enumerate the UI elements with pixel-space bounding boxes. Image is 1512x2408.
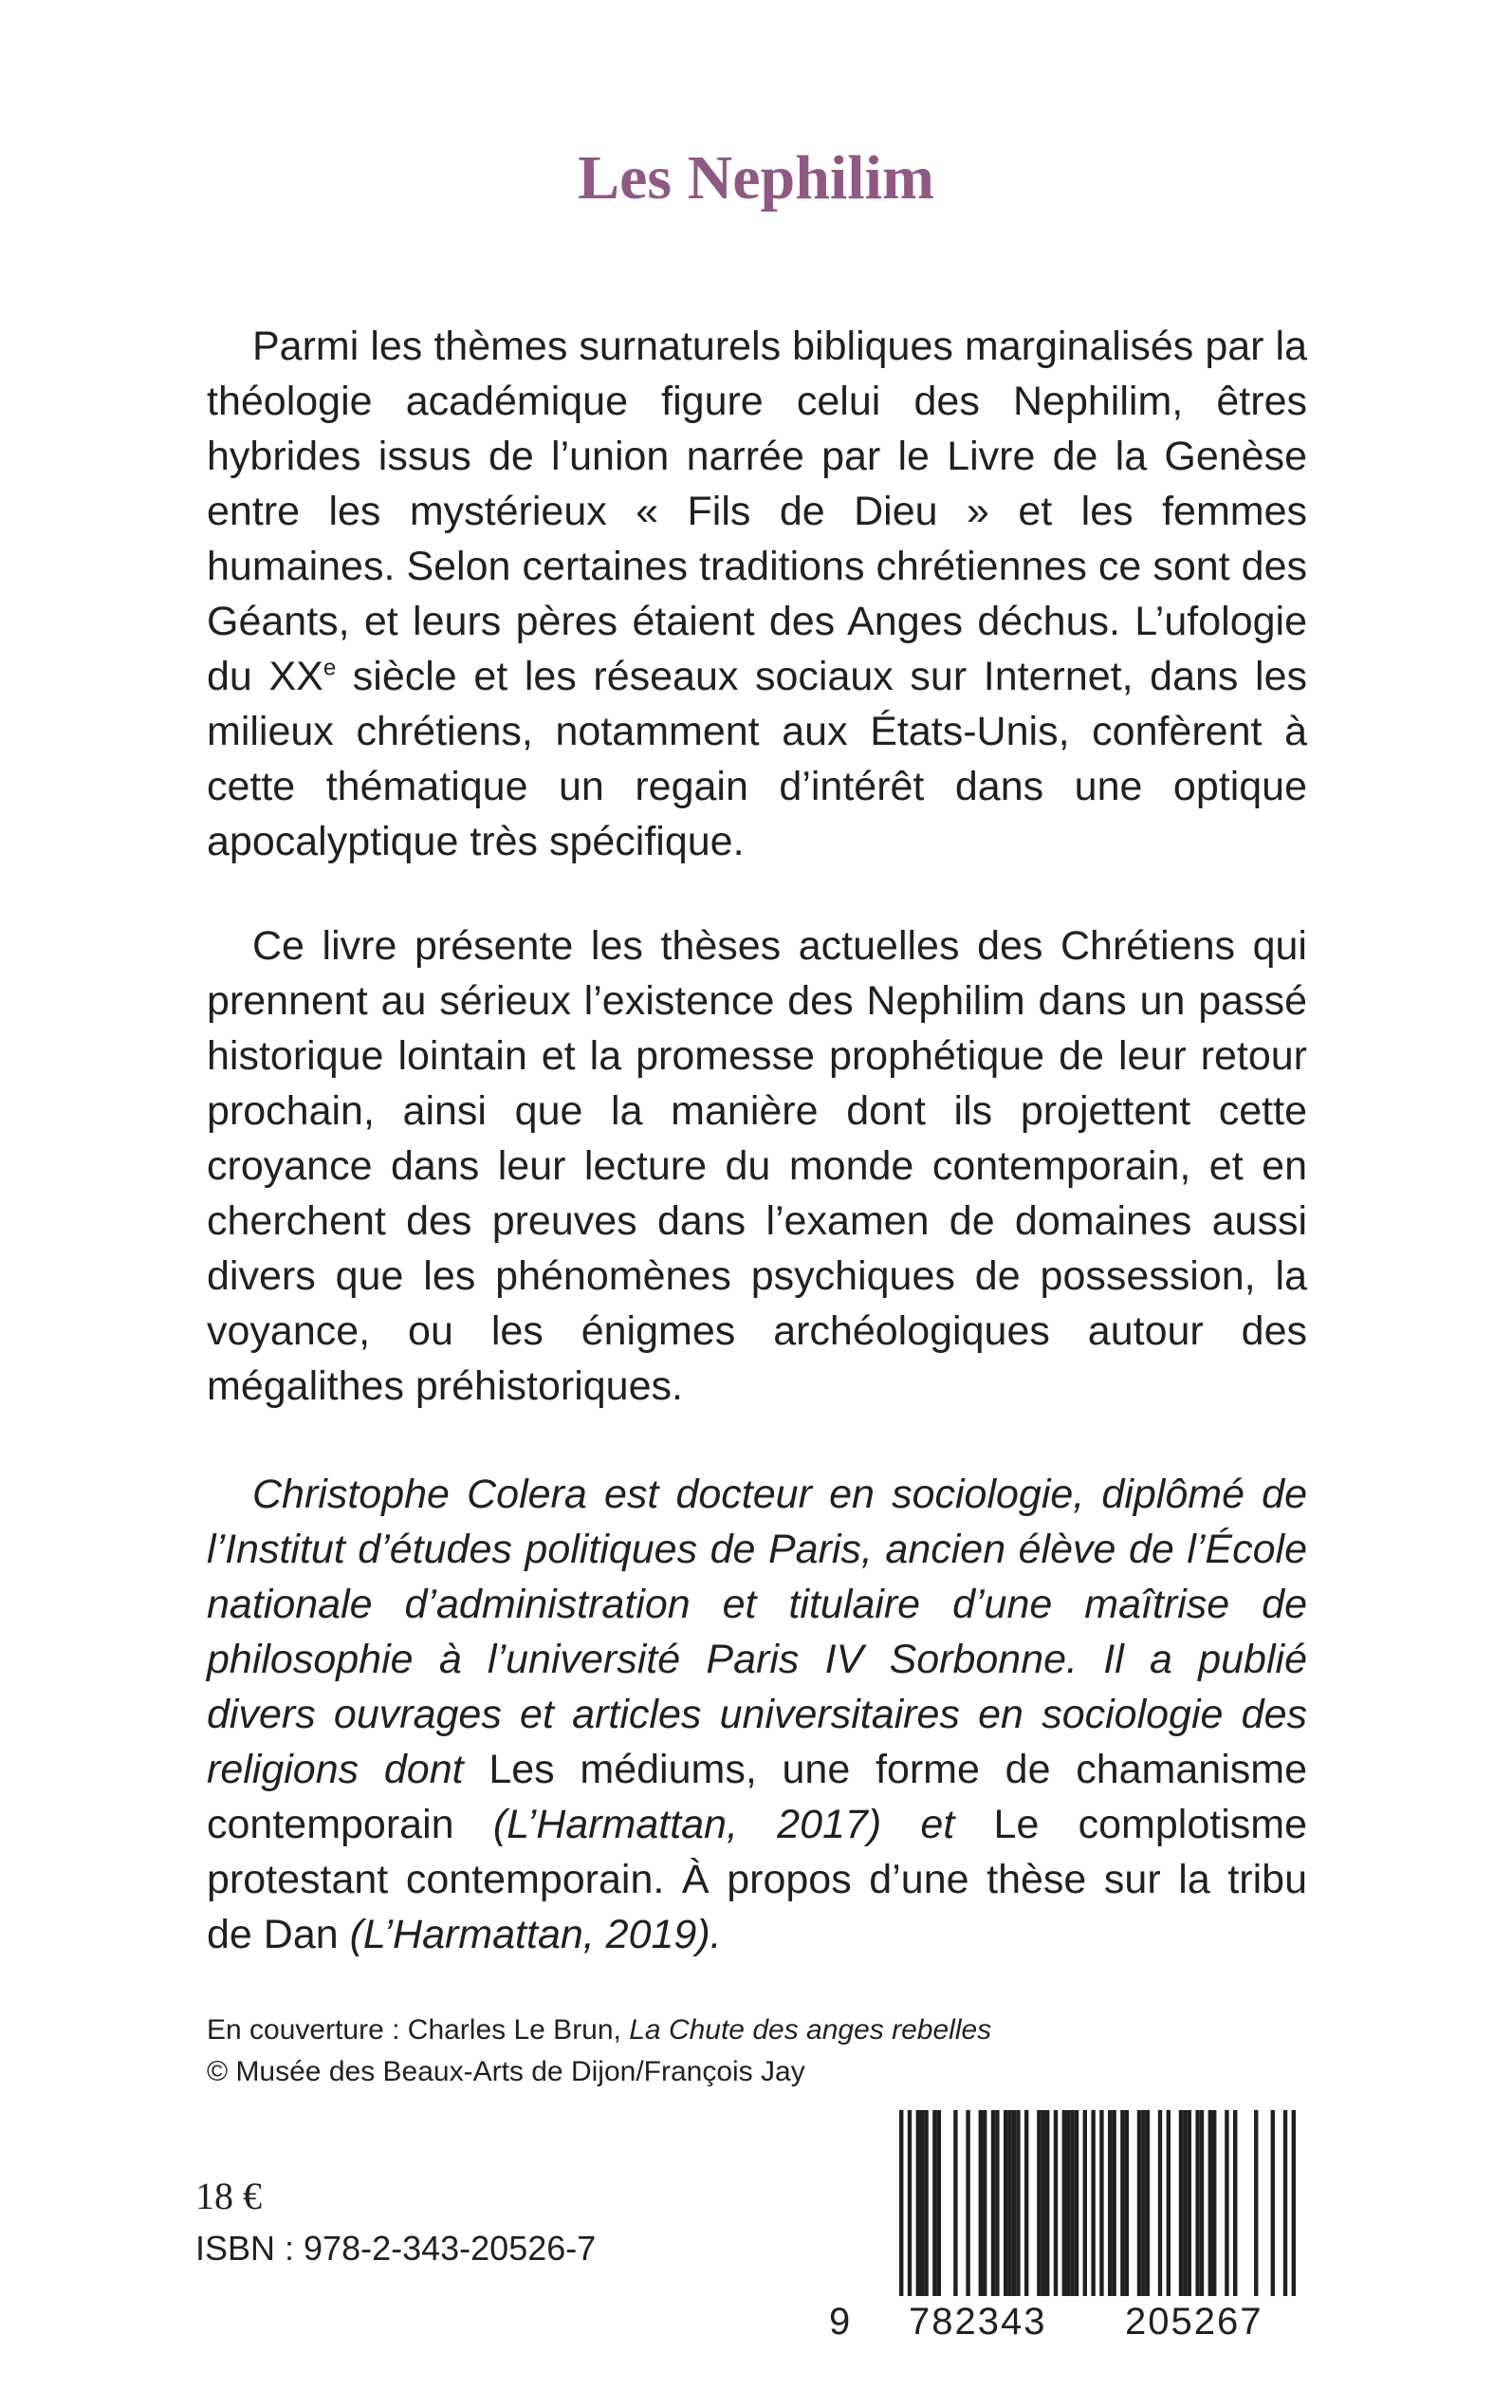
barcode-bar <box>1042 2110 1045 2296</box>
barcode-bar <box>1066 2110 1070 2296</box>
author-book-2-publisher: (L’Harmattan, 2019). <box>349 1912 722 1957</box>
cover-copyright: © Musée des Beaux-Arts de Dijon/François Jay <box>207 2056 805 2087</box>
barcode-bar <box>1125 2110 1129 2296</box>
barcode-digit-first: 9 <box>829 2301 853 2343</box>
barcode-bar <box>1012 2110 1016 2296</box>
synopsis-paragraph-1-end: siècle et les réseaux sociaux sur Internet, dans les milieux chrétiens, notamment aux États-Unis, confèrent à cette thématique un regain d’intérêt dans une optique apocalyptique très spécifique. <box>207 654 1307 864</box>
barcode-bar <box>1037 2110 1041 2296</box>
barcode-bar <box>1212 2110 1216 2296</box>
synopsis-paragraph-1-text <box>207 319 1307 869</box>
barcode-bar <box>1225 2110 1228 2296</box>
barcode-bar <box>1083 2110 1087 2296</box>
barcode-bar <box>979 2110 983 2296</box>
barcode-digits-left: 782343 <box>909 2301 1047 2343</box>
barcode-bar <box>1137 2110 1141 2296</box>
barcode-bar <box>1158 2110 1162 2296</box>
barcode-bar <box>916 2110 920 2296</box>
synopsis-paragraph-2 <box>207 918 1307 1414</box>
barcode-bar <box>1254 2110 1258 2296</box>
author-bio-text <box>207 1467 1307 1962</box>
cover-credit-prefix: En couverture : Charles Le Brun, <box>207 2014 630 2046</box>
barcode-digits <box>0 2300 1512 2343</box>
barcode-bar <box>1183 2110 1187 2296</box>
barcode-bar <box>920 2110 924 2296</box>
barcode-bar <box>966 2110 969 2296</box>
barcode-bar <box>991 2110 995 2296</box>
barcode-bar <box>1233 2110 1237 2296</box>
barcode-bar <box>1054 2110 1058 2296</box>
author-book-1-publisher: (L’Harmattan, 2017) et <box>492 1802 955 1847</box>
barcode-bar <box>1070 2110 1074 2296</box>
author-book-1: Les médiums, une forme de chamanisme contemporain <box>207 1747 1307 1847</box>
cover-credits <box>207 2010 1155 2093</box>
barcode-bar <box>1200 2110 1204 2296</box>
barcode-bar <box>1007 2110 1011 2296</box>
author-book-2: Le complotisme protestant contemporain. À propos d’une thèse sur la tribu de Dan <box>207 1802 1307 1957</box>
author-bio <box>207 1467 1307 1962</box>
barcode-bar <box>1146 2110 1150 2296</box>
barcode-bar <box>1283 2110 1287 2296</box>
barcode-bar <box>1292 2110 1296 2296</box>
barcode-bar <box>1271 2110 1275 2296</box>
synopsis-paragraph-1-start: Parmi les thèmes surnaturels bibliques marginalisés par la théologie académique figure celui des Nephilim, êtres hybrides issus de l’union narrée par le Livre de la Genèse entre les mystérieux « Fils de Dieu » et les femmes humaines. Selon certaines traditions chrétiennes ce sont des Géants, et leurs pères étaient des Anges déchus. L’ufologie du XX <box>207 324 1307 699</box>
barcode-bar <box>1108 2110 1112 2296</box>
barcode-bar <box>932 2110 936 2296</box>
cover-artwork-title: La Chute des anges rebelles <box>629 2014 992 2046</box>
barcode-bar <box>1179 2110 1183 2296</box>
cover-credit-line <box>207 2010 1155 2051</box>
barcode-bar <box>1075 2110 1079 2296</box>
barcode-bar <box>1141 2110 1145 2296</box>
barcode-bars <box>868 2104 1316 2302</box>
price: 18 € <box>195 2175 262 2217</box>
isbn: ISBN : 978-2-343-20526-7 <box>195 2229 597 2268</box>
author-bio-intro: Christophe Colera est docteur en sociologie, diplômé de l’Institut d’études politiques de Paris, ancien élève de l’École nationale d’administration et titulaire d’une maîtrise de philosophie à l’université Paris IV Sorbonne. Il a publié divers ouvrages et articles universitaires en sociologie des religions dont <box>207 1472 1307 1792</box>
barcode <box>868 2104 1316 2302</box>
century-superscript: e <box>323 655 337 681</box>
barcode-bar <box>953 2110 957 2296</box>
barcode-digits-right: 205267 <box>1125 2301 1263 2343</box>
barcode-bar <box>908 2110 912 2296</box>
barcode-bar <box>1188 2110 1191 2296</box>
barcode-bar <box>1112 2110 1116 2296</box>
barcode-bar <box>1045 2110 1049 2296</box>
barcode-bar <box>983 2110 986 2296</box>
barcode-bar <box>1004 2110 1007 2296</box>
barcode-bar <box>937 2110 941 2296</box>
barcode-bar <box>1062 2110 1066 2296</box>
barcode-bar <box>1016 2110 1020 2296</box>
barcode-bar <box>1167 2110 1171 2296</box>
barcode-bar <box>924 2110 928 2296</box>
book-title: Les Nephilim <box>578 143 934 213</box>
barcode-bar <box>995 2110 999 2296</box>
synopsis-paragraph-1 <box>207 319 1307 869</box>
barcode-bar <box>1120 2110 1124 2296</box>
barcode-bar <box>1195 2110 1199 2296</box>
barcode-bar <box>1091 2110 1095 2296</box>
barcode-bar <box>1208 2110 1212 2296</box>
barcode-bar <box>899 2110 903 2296</box>
synopsis-paragraph-2-text: Ce livre présente les thèses actuelles des Chrétiens qui prennent au sérieux l’existence des Nephilim dans un passé historique lointain et la promesse prophétique de leur retour prochain, ainsi que la manière dont ils projettent cette croyance dans leur lecture du monde contemporain, et en cherchent des preuves dans l’examen de domaines aussi divers que les phénomènes psychiques de possession, la voyance, ou les énigmes archéologiques autour des mégalithes préhistoriques. <box>207 923 1307 1409</box>
barcode-bar <box>1024 2110 1028 2296</box>
barcode-bar <box>1099 2110 1103 2296</box>
